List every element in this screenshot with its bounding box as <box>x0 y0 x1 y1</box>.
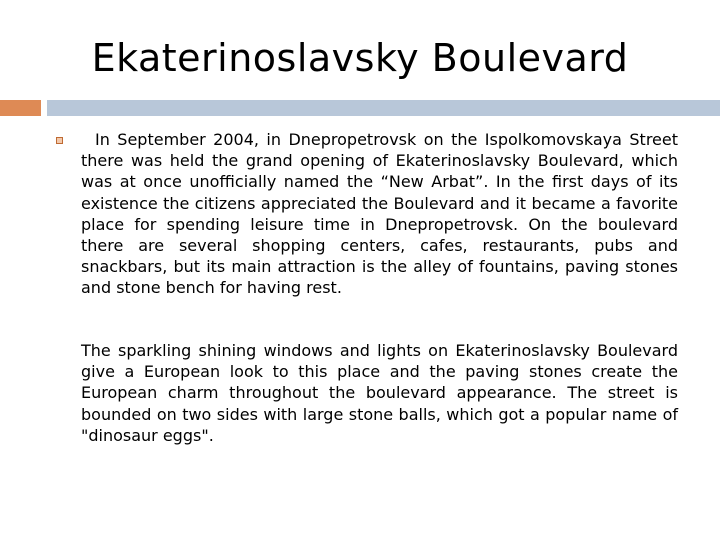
title-accent-bar-blue <box>47 100 720 116</box>
title-accent-bar-orange <box>0 100 41 116</box>
square-bullet-icon <box>56 137 63 144</box>
body-paragraph-2: The sparkling shining windows and lights on Ekaterinoslavsky Boulevard give a European look to this place and the paving stones create the European charm throughout the boulevard appearance. The street is bounded on two sides with large stone balls, which got a popular name of "dinosaur eggs". <box>81 341 678 445</box>
slide-title: Ekaterinoslavsky Boulevard <box>91 36 629 80</box>
body-paragraph-1: In September 2004, in Dnepropetrovsk on the Ispolkomovskaya Street there was held the grand opening of Ekaterinoslavsky Boulevard, which was at once unofficially named the “New Arbat”. In the first days of its existence the citizens appreciated the Boulevard and it became a favorite place for spending leisure time in Dnepropetrovsk. On the boulevard there are several shopping centers, cafes, restaurants, pubs and snackbars, but its main attraction is the alley of fountains, paving stones and stone bench for having rest. <box>81 130 678 298</box>
